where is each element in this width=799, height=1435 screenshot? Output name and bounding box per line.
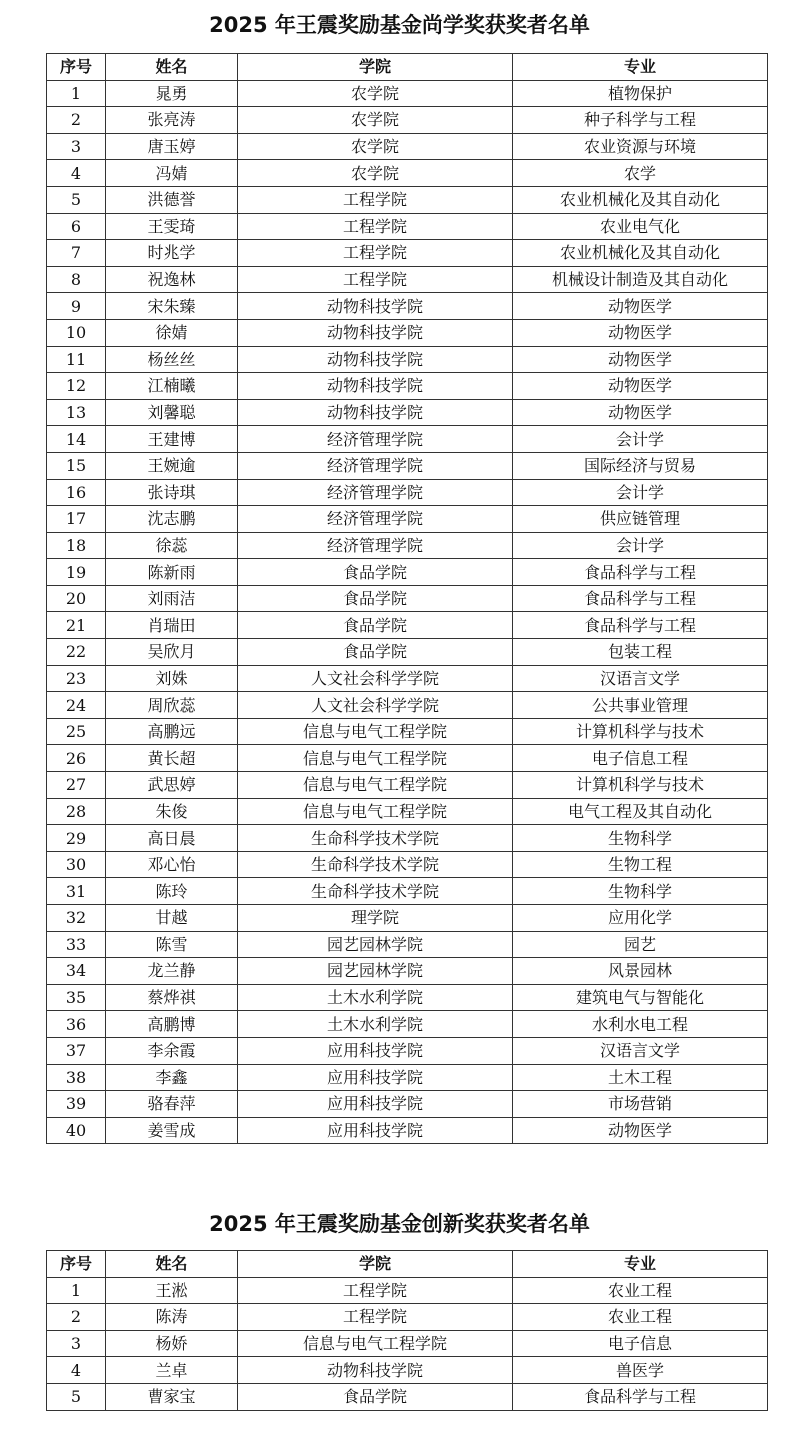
- cell-no: 12: [47, 373, 106, 400]
- cell-major: 水利水电工程: [513, 1011, 768, 1038]
- cell-major: 动物医学: [513, 399, 768, 426]
- cell-name: 姜雪成: [106, 1117, 238, 1144]
- cell-major: 会计学: [513, 532, 768, 559]
- cell-no: 27: [47, 772, 106, 799]
- cell-no: 5: [47, 1383, 106, 1410]
- cell-major: 动物医学: [513, 1117, 768, 1144]
- cell-no: 21: [47, 612, 106, 639]
- cell-name: 甘越: [106, 905, 238, 932]
- table-row: [47, 718, 768, 745]
- cell-name: 宋朱臻: [106, 293, 238, 320]
- cell-name: 曹家宝: [106, 1383, 238, 1410]
- header-name: 姓名: [106, 1251, 238, 1278]
- cell-major: 计算机科学与技术: [513, 718, 768, 745]
- table-row: [47, 399, 768, 426]
- cell-college: 应用科技学院: [238, 1117, 513, 1144]
- cell-college: 农学院: [238, 107, 513, 134]
- cell-college: 食品学院: [238, 1383, 513, 1410]
- cell-name: 洪德誉: [106, 186, 238, 213]
- cell-college: 园艺园林学院: [238, 931, 513, 958]
- cell-name: 兰卓: [106, 1357, 238, 1384]
- cell-major: 农学: [513, 160, 768, 187]
- cell-name: 李余霞: [106, 1037, 238, 1064]
- cell-name: 徐蕊: [106, 532, 238, 559]
- cell-college: 土木水利学院: [238, 1011, 513, 1038]
- cell-no: 14: [47, 426, 106, 453]
- table-row: [47, 1117, 768, 1144]
- table-row: [47, 958, 768, 985]
- cell-college: 土木水利学院: [238, 984, 513, 1011]
- table-row: [47, 506, 768, 533]
- list2-body: [47, 1277, 768, 1410]
- cell-name: 杨娇: [106, 1330, 238, 1357]
- cell-no: 40: [47, 1117, 106, 1144]
- cell-no: 10: [47, 319, 106, 346]
- cell-no: 18: [47, 532, 106, 559]
- cell-college: 食品学院: [238, 612, 513, 639]
- cell-name: 祝逸林: [106, 266, 238, 293]
- cell-college: 园艺园林学院: [238, 958, 513, 985]
- table-row: [47, 1383, 768, 1410]
- cell-no: 11: [47, 346, 106, 373]
- cell-no: 30: [47, 851, 106, 878]
- cell-college: 生命科学技术学院: [238, 825, 513, 852]
- cell-no: 37: [47, 1037, 106, 1064]
- cell-no: 22: [47, 639, 106, 666]
- table-row: [47, 639, 768, 666]
- cell-name: 高鹏远: [106, 718, 238, 745]
- cell-college: 信息与电气工程学院: [238, 1330, 513, 1357]
- cell-major: 兽医学: [513, 1357, 768, 1384]
- cell-name: 黄长超: [106, 745, 238, 772]
- cell-name: 李鑫: [106, 1064, 238, 1091]
- list1-body: [47, 80, 768, 1144]
- cell-name: 吴欣月: [106, 639, 238, 666]
- table-row: [47, 905, 768, 932]
- table-row: [47, 878, 768, 905]
- cell-major: 食品科学与工程: [513, 585, 768, 612]
- header-college: 学院: [238, 1251, 513, 1278]
- cell-major: 动物医学: [513, 293, 768, 320]
- cell-name: 徐婧: [106, 319, 238, 346]
- cell-no: 19: [47, 559, 106, 586]
- cell-no: 39: [47, 1091, 106, 1118]
- cell-no: 32: [47, 905, 106, 932]
- cell-college: 信息与电气工程学院: [238, 772, 513, 799]
- table-row: [47, 319, 768, 346]
- cell-no: 17: [47, 506, 106, 533]
- cell-major: 风景园林: [513, 958, 768, 985]
- table-row: [47, 665, 768, 692]
- cell-no: 20: [47, 585, 106, 612]
- cell-major: 农业电气化: [513, 213, 768, 240]
- cell-college: 人文社会科学学院: [238, 692, 513, 719]
- cell-no: 33: [47, 931, 106, 958]
- cell-name: 龙兰静: [106, 958, 238, 985]
- cell-college: 工程学院: [238, 240, 513, 267]
- table-row: [47, 532, 768, 559]
- cell-major: 电气工程及其自动化: [513, 798, 768, 825]
- cell-major: 食品科学与工程: [513, 559, 768, 586]
- cell-college: 应用科技学院: [238, 1091, 513, 1118]
- table-row: [47, 772, 768, 799]
- cell-name: 刘馨聪: [106, 399, 238, 426]
- table-row: [47, 825, 768, 852]
- table-row: [47, 1037, 768, 1064]
- cell-major: 土木工程: [513, 1064, 768, 1091]
- table-row: [47, 851, 768, 878]
- table-row: [47, 931, 768, 958]
- header-no: 序号: [47, 1251, 106, 1278]
- table-row: [47, 1357, 768, 1384]
- cell-name: 张诗琪: [106, 479, 238, 506]
- header-no: 序号: [47, 54, 106, 81]
- cell-name: 武思婷: [106, 772, 238, 799]
- cell-major: 计算机科学与技术: [513, 772, 768, 799]
- cell-college: 食品学院: [238, 559, 513, 586]
- cell-no: 2: [47, 1304, 106, 1331]
- cell-name: 周欣蕊: [106, 692, 238, 719]
- cell-college: 理学院: [238, 905, 513, 932]
- cell-college: 农学院: [238, 80, 513, 107]
- cell-major: 农业工程: [513, 1304, 768, 1331]
- cell-major: 食品科学与工程: [513, 612, 768, 639]
- table-row: [47, 479, 768, 506]
- cell-college: 农学院: [238, 133, 513, 160]
- cell-no: 29: [47, 825, 106, 852]
- table-row: [47, 373, 768, 400]
- cell-name: 杨丝丝: [106, 346, 238, 373]
- cell-no: 6: [47, 213, 106, 240]
- cell-major: 市场营销: [513, 1091, 768, 1118]
- cell-name: 沈志鹏: [106, 506, 238, 533]
- table-row: [47, 186, 768, 213]
- list2-table: [46, 1250, 768, 1411]
- table-row: [47, 133, 768, 160]
- header-major: 专业: [513, 1251, 768, 1278]
- cell-major: 包装工程: [513, 639, 768, 666]
- table-row: [47, 426, 768, 453]
- cell-name: 刘姝: [106, 665, 238, 692]
- cell-major: 种子科学与工程: [513, 107, 768, 134]
- table-row: [47, 80, 768, 107]
- cell-major: 食品科学与工程: [513, 1383, 768, 1410]
- cell-no: 3: [47, 1330, 106, 1357]
- cell-college: 食品学院: [238, 585, 513, 612]
- table-row: [47, 585, 768, 612]
- cell-name: 江楠曦: [106, 373, 238, 400]
- cell-no: 1: [47, 80, 106, 107]
- cell-college: 信息与电气工程学院: [238, 718, 513, 745]
- cell-major: 动物医学: [513, 346, 768, 373]
- cell-college: 人文社会科学学院: [238, 665, 513, 692]
- cell-no: 4: [47, 160, 106, 187]
- cell-college: 工程学院: [238, 266, 513, 293]
- cell-name: 晁勇: [106, 80, 238, 107]
- cell-no: 15: [47, 452, 106, 479]
- cell-college: 应用科技学院: [238, 1037, 513, 1064]
- cell-college: 动物科技学院: [238, 319, 513, 346]
- cell-name: 王婉逾: [106, 452, 238, 479]
- cell-name: 陈雪: [106, 931, 238, 958]
- cell-no: 4: [47, 1357, 106, 1384]
- cell-major: 农业机械化及其自动化: [513, 186, 768, 213]
- cell-college: 工程学院: [238, 1277, 513, 1304]
- list2-title: 2025 年王震奖励基金创新奖获奖者名单: [209, 1212, 590, 1236]
- table-row: [47, 559, 768, 586]
- cell-college: 工程学院: [238, 213, 513, 240]
- cell-college: 动物科技学院: [238, 293, 513, 320]
- cell-major: 应用化学: [513, 905, 768, 932]
- cell-no: 26: [47, 745, 106, 772]
- table-row: [47, 798, 768, 825]
- cell-college: 工程学院: [238, 1304, 513, 1331]
- cell-college: 信息与电气工程学院: [238, 745, 513, 772]
- cell-major: 国际经济与贸易: [513, 452, 768, 479]
- table-row: [47, 452, 768, 479]
- cell-major: 汉语言文学: [513, 1037, 768, 1064]
- table-row: [47, 1304, 768, 1331]
- table-row: [47, 745, 768, 772]
- cell-college: 动物科技学院: [238, 399, 513, 426]
- cell-college: 动物科技学院: [238, 346, 513, 373]
- cell-major: 建筑电气与智能化: [513, 984, 768, 1011]
- table-row: [47, 107, 768, 134]
- cell-major: 机械设计制造及其自动化: [513, 266, 768, 293]
- cell-name: 时兆学: [106, 240, 238, 267]
- table-row: [47, 160, 768, 187]
- cell-no: 23: [47, 665, 106, 692]
- cell-major: 农业机械化及其自动化: [513, 240, 768, 267]
- cell-name: 唐玉婷: [106, 133, 238, 160]
- cell-no: 9: [47, 293, 106, 320]
- header-college: 学院: [238, 54, 513, 81]
- table-row: [47, 240, 768, 267]
- cell-name: 陈玲: [106, 878, 238, 905]
- cell-name: 肖瑞田: [106, 612, 238, 639]
- cell-no: 28: [47, 798, 106, 825]
- cell-major: 会计学: [513, 479, 768, 506]
- table-row: [47, 266, 768, 293]
- cell-name: 高鹏博: [106, 1011, 238, 1038]
- cell-college: 经济管理学院: [238, 506, 513, 533]
- header-major: 专业: [513, 54, 768, 81]
- cell-major: 汉语言文学: [513, 665, 768, 692]
- cell-major: 会计学: [513, 426, 768, 453]
- table-row: [47, 1277, 768, 1304]
- cell-name: 王雯琦: [106, 213, 238, 240]
- cell-college: 生命科学技术学院: [238, 878, 513, 905]
- cell-name: 陈涛: [106, 1304, 238, 1331]
- list1-title: 2025 年王震奖励基金尚学奖获奖者名单: [209, 13, 590, 37]
- table-row: [47, 612, 768, 639]
- cell-no: 2: [47, 107, 106, 134]
- cell-no: 24: [47, 692, 106, 719]
- cell-major: 电子信息: [513, 1330, 768, 1357]
- cell-name: 朱俊: [106, 798, 238, 825]
- cell-no: 1: [47, 1277, 106, 1304]
- cell-name: 蔡烨祺: [106, 984, 238, 1011]
- cell-major: 电子信息工程: [513, 745, 768, 772]
- cell-name: 骆春萍: [106, 1091, 238, 1118]
- cell-major: 动物医学: [513, 319, 768, 346]
- cell-major: 农业工程: [513, 1277, 768, 1304]
- table-row: [47, 293, 768, 320]
- cell-major: 生物工程: [513, 851, 768, 878]
- cell-no: 16: [47, 479, 106, 506]
- cell-name: 陈新雨: [106, 559, 238, 586]
- table-row: [47, 346, 768, 373]
- cell-college: 经济管理学院: [238, 426, 513, 453]
- cell-major: 农业资源与环境: [513, 133, 768, 160]
- table-row: [47, 1091, 768, 1118]
- table-row: [47, 1011, 768, 1038]
- cell-college: 农学院: [238, 160, 513, 187]
- cell-no: 36: [47, 1011, 106, 1038]
- cell-major: 生物科学: [513, 825, 768, 852]
- cell-no: 3: [47, 133, 106, 160]
- cell-name: 高日晨: [106, 825, 238, 852]
- cell-major: 公共事业管理: [513, 692, 768, 719]
- cell-name: 王淞: [106, 1277, 238, 1304]
- cell-no: 38: [47, 1064, 106, 1091]
- cell-college: 食品学院: [238, 639, 513, 666]
- cell-major: 动物医学: [513, 373, 768, 400]
- cell-no: 8: [47, 266, 106, 293]
- cell-no: 7: [47, 240, 106, 267]
- cell-no: 5: [47, 186, 106, 213]
- cell-name: 张亮涛: [106, 107, 238, 134]
- table-row: [47, 692, 768, 719]
- cell-no: 25: [47, 718, 106, 745]
- cell-college: 经济管理学院: [238, 452, 513, 479]
- table-row: [47, 213, 768, 240]
- cell-name: 冯婧: [106, 160, 238, 187]
- table-row: [47, 1330, 768, 1357]
- cell-major: 植物保护: [513, 80, 768, 107]
- cell-college: 动物科技学院: [238, 373, 513, 400]
- cell-college: 经济管理学院: [238, 532, 513, 559]
- cell-major: 园艺: [513, 931, 768, 958]
- cell-name: 邓心怡: [106, 851, 238, 878]
- cell-no: 35: [47, 984, 106, 1011]
- cell-college: 工程学院: [238, 186, 513, 213]
- cell-no: 13: [47, 399, 106, 426]
- header-name: 姓名: [106, 54, 238, 81]
- table-row: [47, 1064, 768, 1091]
- cell-college: 经济管理学院: [238, 479, 513, 506]
- cell-college: 生命科学技术学院: [238, 851, 513, 878]
- cell-college: 信息与电气工程学院: [238, 798, 513, 825]
- cell-no: 31: [47, 878, 106, 905]
- cell-no: 34: [47, 958, 106, 985]
- list1-table: [46, 53, 768, 1144]
- cell-college: 应用科技学院: [238, 1064, 513, 1091]
- cell-major: 供应链管理: [513, 506, 768, 533]
- list1-header-row: [47, 54, 768, 81]
- cell-name: 王建博: [106, 426, 238, 453]
- table-row: [47, 984, 768, 1011]
- cell-name: 刘雨洁: [106, 585, 238, 612]
- cell-major: 生物科学: [513, 878, 768, 905]
- list2-header-row: [47, 1251, 768, 1278]
- cell-college: 动物科技学院: [238, 1357, 513, 1384]
